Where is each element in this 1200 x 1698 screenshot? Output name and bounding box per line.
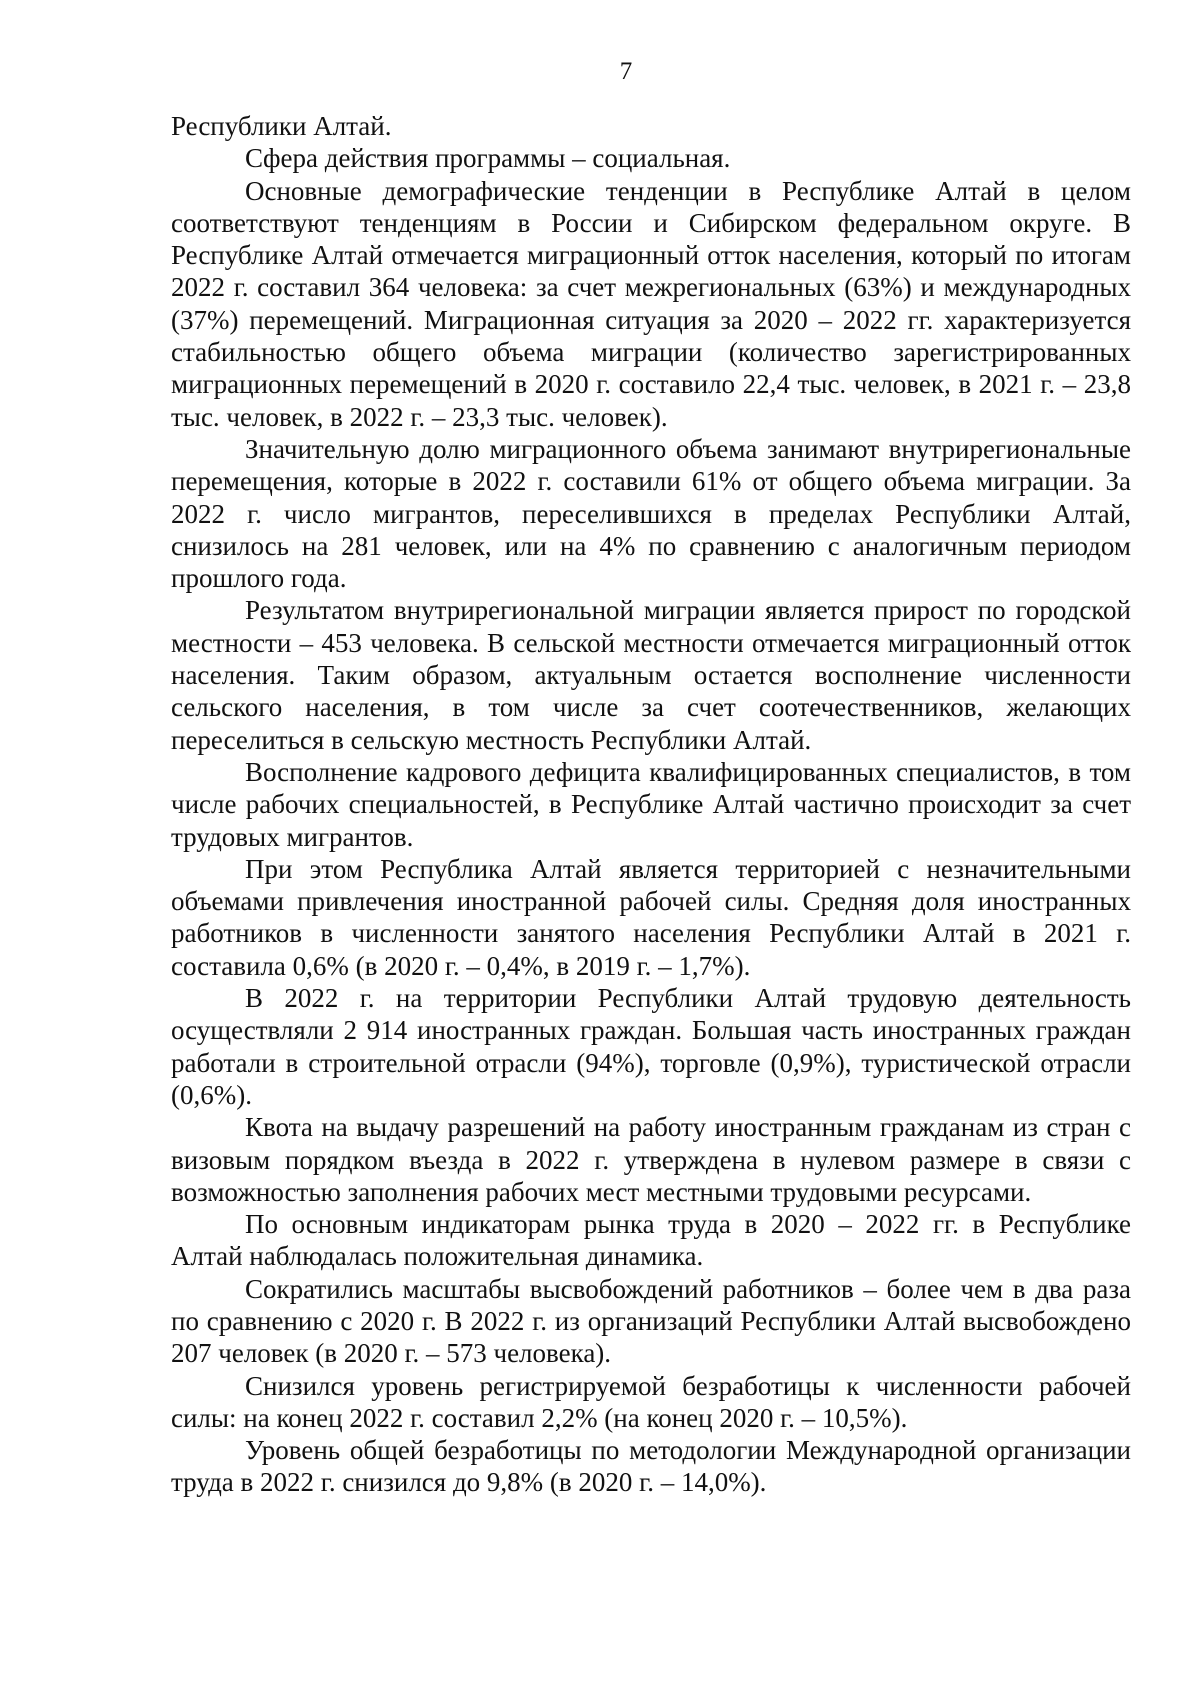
paragraph: Сократились масштабы высвобождений работников – более чем в два раза по сравнению с 2020 г. В 2022 г. из организаций Республики Алтай высвобождено 207 человек (в 2020 г. – 573 человека). bbox=[171, 1273, 1131, 1369]
paragraph: Квота на выдачу разрешений на работу иностранным гражданам из стран с визовым порядком въезда в 2022 г. утверждена в нулевом размере в связи с возможностью заполнения рабочих мест местными трудовыми ресурсами. bbox=[171, 1112, 1131, 1207]
document-body bbox=[171, 110, 1131, 1499]
paragraph: Основные демографические тенденции в Республике Алтай в целом соответствуют тенденциям в России и Сибирском федеральном округе. В Республике Алтай отмечается миграционный отток населения, который по итогам 2022 г. составил 364 человека: за счет межрегиональных (63%) и международных (37%) перемещений. Миграционная ситуация за 2020 – 2022 гг. характеризуется стабильностью общего объема миграции (количество зарегистрированных миграционных перемещений в 2020 г. составило 22,4 тыс. человек, в 2021 г. – 23,8 тыс. человек, в 2022 г. – 23,3 тыс. человек). bbox=[171, 175, 1131, 432]
paragraph: Снизился уровень регистрируемой безработицы к численности рабочей силы: на конец 2022 г. составил 2,2% (на конец 2020 г. – 10,5%). bbox=[171, 1370, 1131, 1433]
paragraph: Значительную долю миграционного объема занимают внутрирегиональные перемещения, которые в 2022 г. составили 61% от общего объема миграции. За 2022 г. число мигрантов, переселившихся в пределах Республики Алтай, снизилось на 281 человек, или на 4% по сравнению с аналогичным периодом прошлого года. bbox=[171, 433, 1131, 594]
paragraph: По основным индикаторам рынка труда в 2020 – 2022 гг. в Республике Алтай наблюдалась положительная динамика. bbox=[171, 1209, 1131, 1272]
paragraph: В 2022 г. на территории Республики Алтай трудовую деятельность осуществляли 2 914 иностранных граждан. Большая часть иностранных граждан работали в строительной отрасли (94%), торговле (0,9%), туристической отрасли (0,6%). bbox=[171, 983, 1131, 1110]
paragraph: Сфера действия программы – социальная. bbox=[245, 143, 731, 174]
paragraph: Уровень общей безработицы по методологии Международной организации труда в 2022 г. снизился до 9,8% (в 2020 г. – 14,0%). bbox=[171, 1435, 1131, 1498]
paragraph: Результатом внутрирегиональной миграции является прирост по городской местности – 453 человека. В сельской местности отмечается миграционный отток населения. Таким образом, актуальным остается восполнение численности сельского населения, в том числе за счет соотечественников, желающих переселиться в сельскую местность Республики Алтай. bbox=[171, 595, 1131, 755]
paragraph: При этом Республика Алтай является территорией с незначительными объемами привлечения иностранной рабочей силы. Средняя доля иностранных работников в численности занятого населения Республики Алтай в 2021 г. составила 0,6% (в 2020 г. – 0,4%, в 2019 г. – 1,7%). bbox=[171, 853, 1131, 981]
paragraph: Восполнение кадрового дефицита квалифицированных специалистов, в том числе рабочих специальностей, в Республике Алтай частично происходит за счет трудовых мигрантов. bbox=[171, 756, 1131, 852]
page-number: 7 bbox=[619, 58, 633, 85]
paragraph: Республики Алтай. bbox=[171, 111, 392, 141]
